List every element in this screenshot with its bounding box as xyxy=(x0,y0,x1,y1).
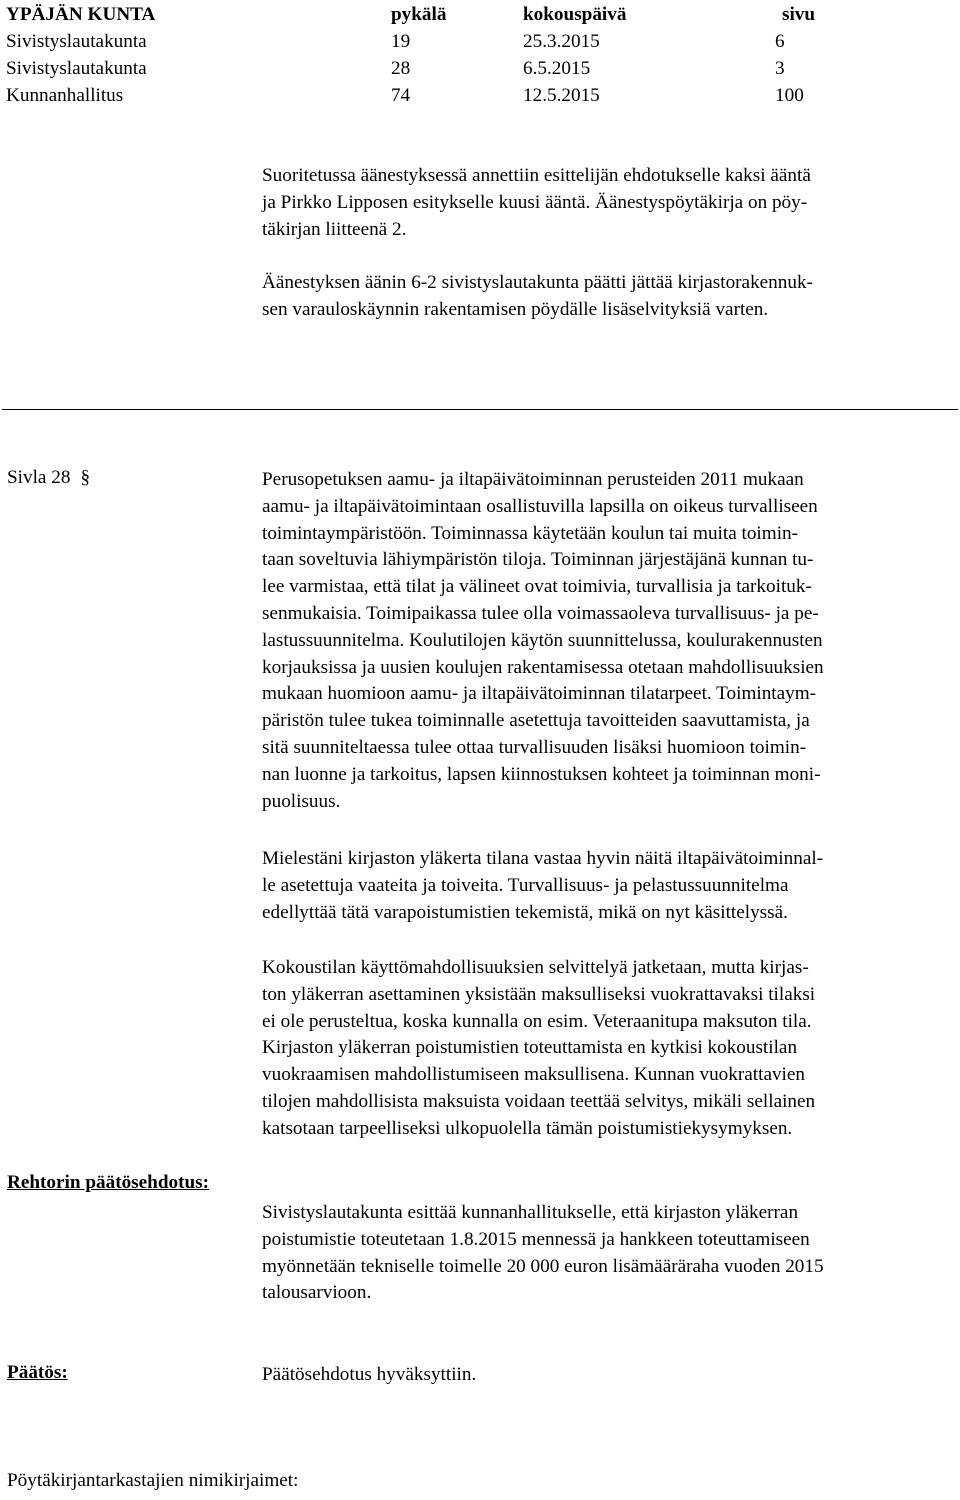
section-paragraph-1 xyxy=(262,467,960,815)
text-line: sitä suunniteltaessa tulee ottaa turvallisuuden lisäksi huomioon toimin- xyxy=(262,736,807,758)
header-row-paragraph: 19 xyxy=(391,31,411,52)
text-line: vuokraamisen mahdollistumiseen maksullisena. Kunnan vuokrattavien xyxy=(262,1064,805,1086)
section-paragraph-2 xyxy=(262,846,960,926)
text-line: ei ole perusteltua, koska kunnalla on esim. Veteraanitupa maksuton tila. xyxy=(262,1010,812,1032)
text-line: Sivistyslautakunta esittää kunnanhallitukselle, että kirjaston yläkerran xyxy=(262,1202,799,1223)
text-line: senmukaisia. Toimipaikassa tulee olla voimassaoleva turvallisuus- ja pe- xyxy=(262,602,819,624)
text-line: ja Pirkko Lipposen esitykselle kuusi ääntä. Äänestyspöytäkirja on pöy- xyxy=(262,191,808,213)
municipality-title: YPÄJÄN KUNTA xyxy=(6,4,156,25)
header-row-paragraph: 28 xyxy=(391,58,411,79)
decision-label: Päätös: xyxy=(7,1362,68,1383)
text-line: Äänestyksen äänin 6-2 sivistyslautakunta päätti jättää kirjastorakennuk- xyxy=(262,272,813,293)
text-line: katsotaan tarpeelliseksi ulkopuolella tämän poistumistiekysymyksen. xyxy=(262,1117,793,1139)
intro-paragraph-1 xyxy=(262,163,960,243)
text-line: Perusopetuksen aamu- ja iltapäivätoiminnan perusteiden 2011 mukaan xyxy=(262,469,804,490)
text-line: aamu- ja iltapäivätoimintaan osallistuvilla lapsilla on oikeus turvalliseen xyxy=(262,495,818,517)
header-row-page: 3 xyxy=(775,58,785,79)
text-line: poistumistie toteutetaan 1.8.2015 mennessä ja hankkeen toteuttamiseen xyxy=(262,1228,810,1250)
footer-initials-label: Pöytäkirjantarkastajien nimikirjaimet: xyxy=(7,1470,299,1491)
text-line: nan luonne ja tarkoitus, lapsen kiinnostuksen kohteet ja toiminnan moni- xyxy=(262,763,821,785)
proposal-label: Rehtorin päätösehdotus: xyxy=(7,1172,210,1193)
text-line: tilojen mahdollisista maksuista voidaan teettää selvitys, mikäli sellainen xyxy=(262,1090,816,1112)
header-row-page: 100 xyxy=(775,85,804,106)
text-line: ton yläkerran asettaminen yksistään maksulliseksi vuokrattavaksi tilaksi xyxy=(262,983,816,1005)
section-label xyxy=(7,467,90,489)
text-line: korjauksissa ja uusien koulujen rakentamisessa otetaan mahdollisuuksien xyxy=(262,656,824,678)
text-line: lastussuunnitelma. Koulutilojen käytön suunnittelussa, koulurakennusten xyxy=(262,629,823,651)
header-row-body: Sivistyslautakunta xyxy=(6,31,147,52)
section-divider xyxy=(2,409,958,410)
header-row-paragraph: 74 xyxy=(391,85,411,106)
text-line: täkirjan liitteenä 2. xyxy=(262,218,407,240)
text-line: lee varmistaa, että tilat ja välineet ovat toimivia, turvallisia ja tarkoituk- xyxy=(262,576,812,598)
text-line: edellyttää tätä varapoistumistien tekemistä, mikä on nyt käsittelyssä. xyxy=(262,901,788,923)
header-row-page: 6 xyxy=(775,31,785,52)
text-line: Kokoustilan käyttömahdollisuuksien selvittelyä jatketaan, mutta kirjas- xyxy=(262,957,809,978)
text-line: talousarvioon. xyxy=(262,1282,372,1304)
text-line: taan soveltuvia lähiympäristön tiloja. Toiminnan järjestäjänä kunnan tu- xyxy=(262,549,814,571)
text-line: mukaan huomioon aamu- ja iltapäivätoiminnan tilatarpeet. Toimintaym- xyxy=(262,683,817,705)
section-sign: § xyxy=(80,467,91,488)
text-line: Kirjaston yläkerran poistumistien toteuttamista en kytkisi kokoustilan xyxy=(262,1037,798,1059)
intro-paragraph-2 xyxy=(262,270,960,324)
text-line: Mielestäni kirjaston yläkerta tilana vastaa hyvin näitä iltapäivätoiminnal- xyxy=(262,848,824,869)
header-row-date: 6.5.2015 xyxy=(523,58,591,79)
header-row-date: 25.3.2015 xyxy=(523,31,600,52)
text-line: Suoritetussa äänestyksessä annettiin esittelijän ehdotukselle kaksi ääntä xyxy=(262,165,811,186)
section-paragraph-3 xyxy=(262,955,960,1143)
column-header-paragraph: pykälä xyxy=(391,4,447,25)
header-row-body: Sivistyslautakunta xyxy=(6,58,147,79)
text-line: puolisuus. xyxy=(262,790,341,812)
header-row-body: Kunnanhallitus xyxy=(6,85,124,106)
decision-text xyxy=(262,1362,960,1389)
header-row-date: 12.5.2015 xyxy=(523,85,600,106)
text-line: Päätösehdotus hyväksyttiin. xyxy=(262,1364,477,1385)
text-line: sen varauloskäynnin rakentamisen pöydälle lisäselvityksiä varten. xyxy=(262,298,769,320)
column-header-meeting-date: kokouspäivä xyxy=(523,4,627,25)
text-line: le asetettuja vaateita ja toiveita. Turvallisuus- ja pelastussuunnitelma xyxy=(262,874,789,896)
section-label-text: Sivla 28 xyxy=(7,467,71,488)
text-line: myönnetään tekniselle toimelle 20 000 euron lisämääräraha vuoden 2015 xyxy=(262,1255,824,1277)
column-header-page: sivu xyxy=(782,4,816,25)
text-line: päristön tulee tukea toiminnalle asetettuja tavoitteiden saavuttamista, ja xyxy=(262,710,810,732)
text-line: toimintaympäristöön. Toiminnassa käytetään koulun tai muita toimin- xyxy=(262,522,799,544)
proposal-text xyxy=(262,1200,960,1307)
